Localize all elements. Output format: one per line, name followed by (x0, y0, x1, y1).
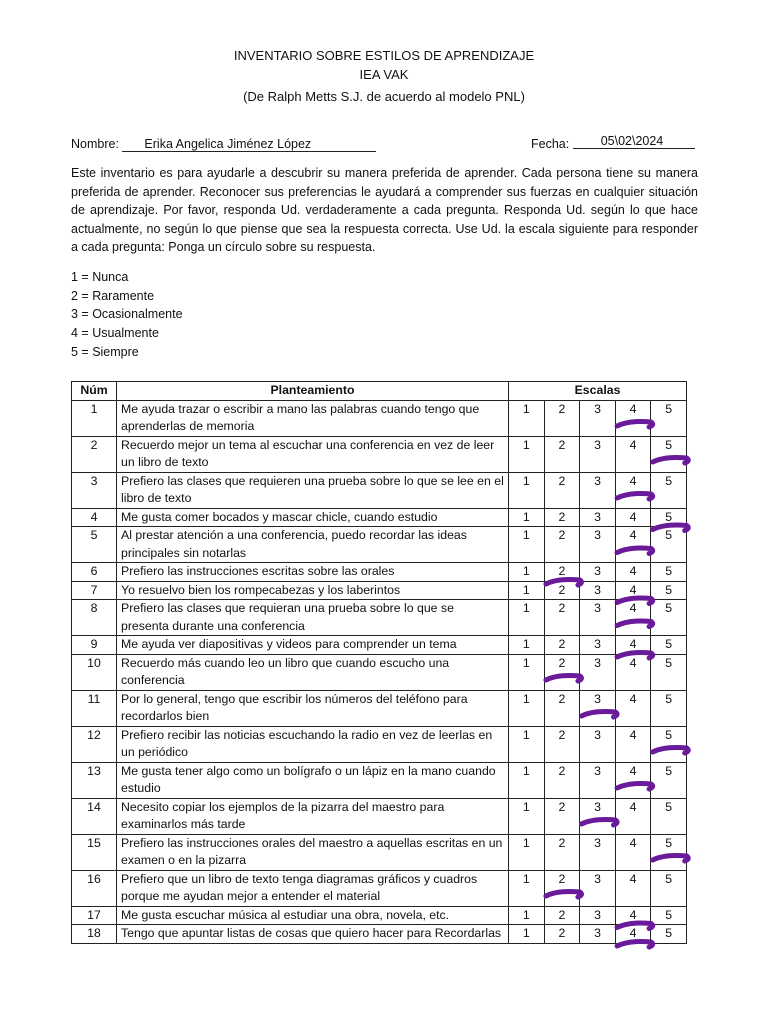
scale-item-5: 5 = Siempre (71, 345, 139, 359)
scale-option-4[interactable]: 4 (615, 726, 651, 762)
row-number: 3 (72, 472, 117, 508)
scale-option-1[interactable]: 1 (509, 925, 545, 944)
row-number: 18 (72, 925, 117, 944)
table-row (72, 472, 687, 508)
table-row (72, 600, 687, 636)
header-num: Núm (72, 382, 117, 401)
scale-option-1[interactable]: 1 (509, 636, 545, 655)
scale-item-1: 1 = Nunca (71, 270, 129, 284)
table-row (72, 798, 687, 834)
scale-option-3[interactable]: 3 (580, 798, 616, 834)
name-value-line (122, 137, 376, 152)
scale-option-3[interactable]: 3 (580, 762, 616, 798)
row-statement: Tengo que apuntar listas de cosas que quiero hacer para Recordarlas (117, 925, 509, 944)
scale-option-1[interactable]: 1 (509, 472, 545, 508)
scale-option-4[interactable]: 4 (615, 925, 651, 944)
scale-option-5[interactable]: 5 (651, 563, 687, 582)
table-row (72, 726, 687, 762)
intro-paragraph: Este inventario es para ayudarle a descubrir su manera preferida de aprender. Cada persona tiene su manera preferida de aprender. Reconocer sus preferencias le ayudará a comprender sus fuerzas en cualquier situación de aprendizaje. Por favor, responda Ud. verdaderamente a cada pregunta. Responda Ud. según lo que hace actualmente, no según lo que piense que sea la respuesta correcta. Use Ud. la escala siguiente para responder a cada pregunta: Ponga un círculo sobre su respuesta. (71, 166, 698, 255)
scale-option-2[interactable]: 2 (544, 690, 580, 726)
row-statement: Al prestar atención a una conferencia, puedo recordar las ideas principales sin notarlas (117, 527, 509, 563)
table-row (72, 436, 687, 472)
scale-option-3[interactable]: 3 (580, 508, 616, 527)
scale-option-4[interactable]: 4 (615, 600, 651, 636)
row-statement: Me gusta tener algo como un bolígrafo o un lápiz en la mano cuando estudio (117, 762, 509, 798)
scale-option-3[interactable]: 3 (580, 600, 616, 636)
scale-option-1[interactable]: 1 (509, 834, 545, 870)
row-number: 9 (72, 636, 117, 655)
scale-option-2[interactable]: 2 (544, 581, 580, 600)
scale-option-2[interactable]: 2 (544, 400, 580, 436)
scale-option-3[interactable]: 3 (580, 925, 616, 944)
row-statement: Prefiero recibir las noticias escuchando la radio en vez de leerlas en un periódico (117, 726, 509, 762)
scale-option-5[interactable]: 5 (651, 726, 687, 762)
scale-option-1[interactable]: 1 (509, 690, 545, 726)
document-title: INVENTARIO SOBRE ESTILOS DE APRENDIZAJE (233, 48, 535, 63)
date-value: 05\02\2024 (600, 134, 664, 148)
row-statement: Prefiero que un libro de texto tenga diagramas gráficos y cuadros porque me ayudan mejor a entender el material (117, 870, 509, 906)
scale-option-3[interactable]: 3 (580, 563, 616, 582)
scale-option-4[interactable]: 4 (615, 436, 651, 472)
scale-option-2[interactable]: 2 (544, 636, 580, 655)
header-scales: Escalas (509, 382, 687, 401)
name-field (71, 137, 376, 152)
scale-option-4[interactable]: 4 (615, 636, 651, 655)
scale-option-1[interactable]: 1 (509, 906, 545, 925)
scale-option-4[interactable]: 4 (615, 690, 651, 726)
scale-option-1[interactable]: 1 (509, 563, 545, 582)
scale-option-4[interactable]: 4 (615, 870, 651, 906)
name-label: Nombre: (71, 137, 119, 151)
scale-option-4[interactable]: 4 (615, 654, 651, 690)
scale-option-5[interactable]: 5 (651, 581, 687, 600)
scale-option-5[interactable]: 5 (651, 834, 687, 870)
scale-option-1[interactable]: 1 (509, 762, 545, 798)
row-number: 12 (72, 726, 117, 762)
table-row (72, 636, 687, 655)
table-header-row (72, 382, 687, 401)
scale-option-3[interactable]: 3 (580, 726, 616, 762)
scale-option-1[interactable]: 1 (509, 870, 545, 906)
row-statement: Necesito copiar los ejemplos de la pizarra del maestro para examinarlos más tarde (117, 798, 509, 834)
row-statement: Recuerdo más cuando leo un libro que cuando escucho una conferencia (117, 654, 509, 690)
scale-option-4[interactable]: 4 (615, 472, 651, 508)
scale-option-3[interactable]: 3 (580, 400, 616, 436)
scale-option-2[interactable]: 2 (544, 563, 580, 582)
scale-option-5[interactable]: 5 (651, 925, 687, 944)
scale-option-4[interactable]: 4 (615, 798, 651, 834)
table-row (72, 508, 687, 527)
scale-option-4[interactable]: 4 (615, 762, 651, 798)
scale-option-2[interactable]: 2 (544, 906, 580, 925)
scale-option-2[interactable]: 2 (544, 654, 580, 690)
scale-option-3[interactable]: 3 (580, 906, 616, 925)
survey-table (71, 381, 687, 944)
scale-option-3[interactable]: 3 (580, 472, 616, 508)
table-row (72, 690, 687, 726)
scale-option-3[interactable]: 3 (580, 636, 616, 655)
scale-option-2[interactable]: 2 (544, 508, 580, 527)
row-number: 8 (72, 600, 117, 636)
scale-option-1[interactable]: 1 (509, 581, 545, 600)
row-statement: Prefiero las clases que requieren una prueba sobre lo que se lee en el libro de texto (117, 472, 509, 508)
scale-option-2[interactable]: 2 (544, 925, 580, 944)
table-row (72, 834, 687, 870)
scale-option-5[interactable]: 5 (651, 636, 687, 655)
scale-option-1[interactable]: 1 (509, 654, 545, 690)
row-statement: Prefiero las instrucciones escritas sobre las orales (117, 563, 509, 582)
scale-option-4[interactable]: 4 (615, 834, 651, 870)
scale-option-3[interactable]: 3 (580, 690, 616, 726)
row-number: 14 (72, 798, 117, 834)
scale-option-1[interactable]: 1 (509, 527, 545, 563)
scale-option-1[interactable]: 1 (509, 400, 545, 436)
row-statement: Me gusta escuchar música al estudiar una obra, novela, etc. (117, 906, 509, 925)
scale-option-1[interactable]: 1 (509, 508, 545, 527)
name-value: Erika Angelica Jiménez López (144, 137, 312, 151)
scale-option-5[interactable]: 5 (651, 870, 687, 906)
table-row (72, 925, 687, 944)
row-statement: Me ayuda ver diapositivas y videos para comprender un tema (117, 636, 509, 655)
scale-option-2[interactable]: 2 (544, 798, 580, 834)
row-number: 1 (72, 400, 117, 436)
row-number: 2 (72, 436, 117, 472)
scale-item-3: 3 = Ocasionalmente (71, 307, 183, 321)
scale-option-2[interactable]: 2 (544, 870, 580, 906)
scale-option-5[interactable]: 5 (651, 600, 687, 636)
scale-option-3[interactable]: 3 (580, 581, 616, 600)
scale-option-1[interactable]: 1 (509, 600, 545, 636)
header-statement: Planteamiento (117, 382, 509, 401)
scale-option-5[interactable]: 5 (651, 436, 687, 472)
row-statement: Por lo general, tengo que escribir los números del teléfono para recordarlos bien (117, 690, 509, 726)
date-label: Fecha: (531, 137, 570, 151)
scale-option-2[interactable]: 2 (544, 834, 580, 870)
table-row (72, 906, 687, 925)
scale-option-4[interactable]: 4 (615, 527, 651, 563)
row-number: 15 (72, 834, 117, 870)
scale-option-2[interactable]: 2 (544, 726, 580, 762)
table-row (72, 563, 687, 582)
scale-option-3[interactable]: 3 (580, 436, 616, 472)
table-row (72, 527, 687, 563)
scale-option-3[interactable]: 3 (580, 527, 616, 563)
row-statement: Me ayuda trazar o escribir a mano las palabras cuando tengo que aprenderlas de memoria (117, 400, 509, 436)
table-row (72, 654, 687, 690)
table-row (72, 870, 687, 906)
scale-option-5[interactable]: 5 (651, 400, 687, 436)
row-number: 5 (72, 527, 117, 563)
document-source: (De Ralph Metts S.J. de acuerdo al modelo PNL) (243, 89, 525, 104)
scale-option-3[interactable]: 3 (580, 870, 616, 906)
scale-option-3[interactable]: 3 (580, 654, 616, 690)
scale-option-5[interactable]: 5 (651, 654, 687, 690)
scale-item-4: 4 = Usualmente (71, 326, 159, 340)
scale-option-4[interactable]: 4 (615, 581, 651, 600)
scale-option-3[interactable]: 3 (580, 834, 616, 870)
scale-option-5[interactable]: 5 (651, 798, 687, 834)
row-statement: Prefiero las clases que requieran una prueba sobre lo que se presenta durante una conferencia (117, 600, 509, 636)
scale-option-4[interactable]: 4 (615, 906, 651, 925)
scale-option-2[interactable]: 2 (544, 762, 580, 798)
table-row (72, 400, 687, 436)
row-number: 4 (72, 508, 117, 527)
row-number: 10 (72, 654, 117, 690)
scale-option-4[interactable]: 4 (615, 563, 651, 582)
scale-option-2[interactable]: 2 (544, 436, 580, 472)
scale-option-1[interactable]: 1 (509, 436, 545, 472)
scale-option-5[interactable]: 5 (651, 690, 687, 726)
document-subtitle: IEA VAK (359, 67, 409, 82)
row-statement: Prefiero las instrucciones orales del maestro a aquellas escritas en un examen o en la pizarra (117, 834, 509, 870)
table-row (72, 581, 687, 600)
scale-option-4[interactable]: 4 (615, 400, 651, 436)
row-number: 13 (72, 762, 117, 798)
row-number: 11 (72, 690, 117, 726)
survey-body (72, 400, 687, 943)
scale-option-2[interactable]: 2 (544, 600, 580, 636)
scale-option-5[interactable]: 5 (651, 472, 687, 508)
scale-option-1[interactable]: 1 (509, 798, 545, 834)
date-value-line (573, 134, 695, 149)
row-statement: Recuerdo mejor un tema al escuchar una conferencia en vez de leer un libro de texto (117, 436, 509, 472)
row-number: 16 (72, 870, 117, 906)
scale-option-1[interactable]: 1 (509, 726, 545, 762)
scale-option-2[interactable]: 2 (544, 472, 580, 508)
row-number: 17 (72, 906, 117, 925)
scale-option-5[interactable]: 5 (651, 508, 687, 527)
scale-option-5[interactable]: 5 (651, 762, 687, 798)
scale-option-5[interactable]: 5 (651, 527, 687, 563)
row-number: 7 (72, 581, 117, 600)
row-statement: Yo resuelvo bien los rompecabezas y los laberintos (117, 581, 509, 600)
scale-option-2[interactable]: 2 (544, 527, 580, 563)
table-row (72, 762, 687, 798)
row-number: 6 (72, 563, 117, 582)
scale-option-5[interactable]: 5 (651, 906, 687, 925)
scale-item-2: 2 = Raramente (71, 289, 155, 303)
scale-option-4[interactable]: 4 (615, 508, 651, 527)
row-statement: Me gusta comer bocados y mascar chicle, cuando estudio (117, 508, 509, 527)
date-field (531, 134, 695, 152)
